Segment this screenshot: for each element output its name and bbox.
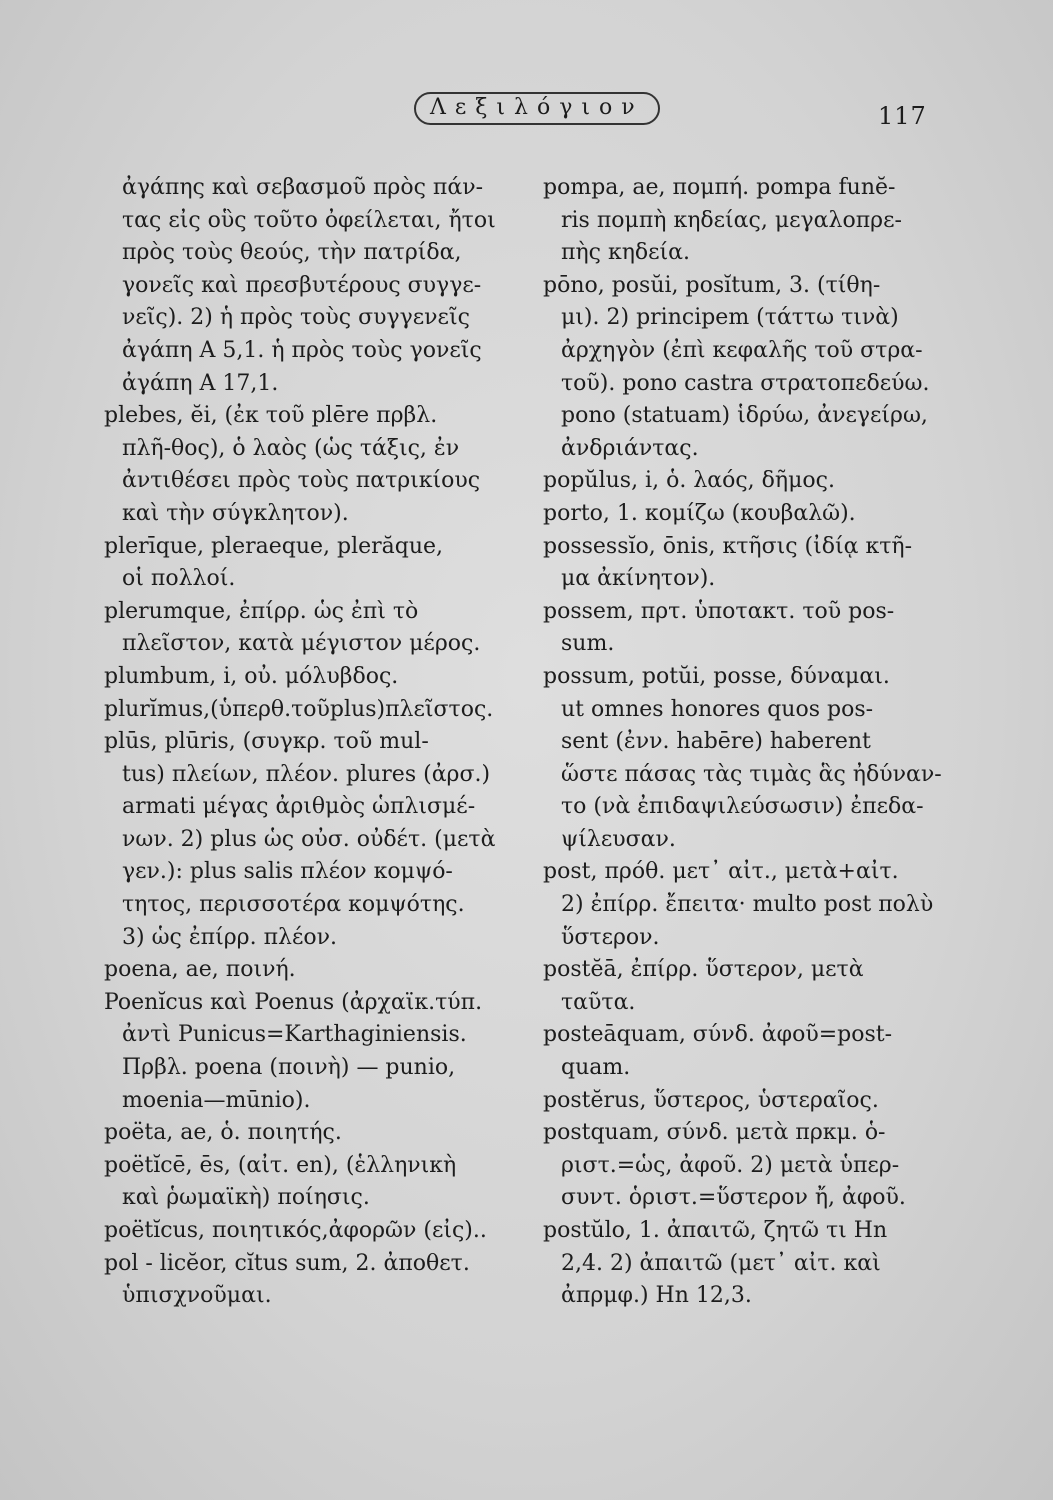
dictionary-line: plerumque, ἐπίρρ. ὡς ἐπὶ τὸ xyxy=(104,598,419,624)
dictionary-line: posteāquam, σύνδ. ἀφοῦ=post- xyxy=(543,1022,893,1048)
dictionary-line: 3) ὡς ἐπίρρ. πλέον. xyxy=(122,924,337,950)
dictionary-line: pompa, ae, πομπή. pompa funĕ- xyxy=(543,175,896,200)
dictionary-line: postĕā, ἐπίρρ. ὕστερον, μετὰ xyxy=(543,957,864,983)
dictionary-line: ἀρχηγὸν (ἐπὶ κεφαλῆς τοῦ στρα- xyxy=(561,337,923,363)
dictionary-line: τας εἰς οὓς τοῦτο ὀφείλεται, ἤτοι xyxy=(122,207,496,233)
dictionary-line: πὴς κηδεία. xyxy=(561,240,691,266)
dictionary-line: ριστ.=ὡς, ἀφοῦ. 2) μετὰ ὑπερ- xyxy=(561,1152,900,1178)
dictionary-line: μα ἀκίνητον). xyxy=(561,566,716,592)
dictionary-line: postquam, σύνδ. μετὰ πρκμ. ὁ- xyxy=(543,1120,886,1146)
dictionary-line: possum, potŭi, posse, δύναμαι. xyxy=(543,663,890,689)
dictionary-line: poëtĭcus, ποιητικός,ἀφορῶν (εἰς).. xyxy=(104,1218,487,1243)
dictionary-line: poëta, ae, ὁ. ποιητής. xyxy=(104,1120,342,1146)
dictionary-line: moenia—mūnio). xyxy=(122,1087,311,1113)
dictionary-line: ἀγάπης καὶ σεβασμοῦ πρὸς πάν- xyxy=(122,175,484,200)
page-header-title: Λεξιλόγιον xyxy=(414,92,660,125)
dictionary-line: ψίλευσαν. xyxy=(561,826,676,852)
dictionary-line: sent (ἐνν. habēre) haberent xyxy=(561,729,871,755)
dictionary-line: poena, ae, ποινή. xyxy=(104,957,296,983)
dictionary-line: porto, 1. κομίζω (κουβαλῶ). xyxy=(543,500,856,526)
dictionary-line: possessĭo, ōnis, κτῆσις (ἰδίᾳ κτῆ- xyxy=(543,533,913,559)
dictionary-line: τητος, περισσοτέρα κομψότης. xyxy=(122,892,465,918)
dictionary-line: ἀντιθέσει πρὸς τοὺς πατρικίους xyxy=(122,468,481,494)
page-number: 117 xyxy=(878,102,927,130)
dictionary-line: οἱ πολλοί. xyxy=(122,566,236,592)
dictionary-line: sum. xyxy=(561,631,615,657)
dictionary-line: πλεῖστον, κατὰ μέγιστον μέρος. xyxy=(122,631,481,657)
dictionary-line: πλῆ-θος), ὁ λαὸς (ὡς τάξις, ἐν xyxy=(122,435,460,461)
dictionary-line: ἀγάπη Α 17,1. xyxy=(122,370,279,396)
dictionary-line: popŭlus, i, ὁ. λαός, δῆμος. xyxy=(543,468,835,494)
dictionary-line: ἀγάπη Α 5,1. ἡ πρὸς τοὺς γονεῖς xyxy=(122,337,482,363)
dictionary-line: plūs, plūris, (συγκρ. τοῦ mul- xyxy=(104,729,429,755)
dictionary-line: post, πρόθ. μετ᾽ αἰτ., μετὰ+αἰτ. xyxy=(543,859,899,885)
dictionary-line: postĕrus, ὕστερος, ὑστεραῖος. xyxy=(543,1087,879,1113)
left-column xyxy=(104,172,524,1313)
dictionary-line: ἀντὶ Punicus=Karthaginiensis. xyxy=(122,1022,467,1048)
dictionary-line: μι). 2) principem (τάττω τινὰ) xyxy=(561,305,899,331)
right-column xyxy=(543,172,963,1313)
dictionary-line: 2) ἐπίρρ. ἔπειτα· multo post πολὺ xyxy=(561,892,934,918)
dictionary-line: tus) πλείων, πλέον. plures (ἀρσ.) xyxy=(122,761,491,787)
dictionary-line: το (νὰ ἐπιδαψιλεύσωσιν) ἐπεδα- xyxy=(561,794,924,820)
dictionary-line: ὥστε πάσας τὰς τιμὰς ἃς ἠδύναν- xyxy=(561,761,942,787)
dictionary-line: pōno, posŭi, posĭtum, 3. (τίθη- xyxy=(543,272,881,298)
dictionary-line: καὶ ῥωμαϊκὴ) ποίησις. xyxy=(122,1185,370,1211)
dictionary-line: ταῦτα. xyxy=(561,989,636,1015)
dictionary-line: πρὸς τοὺς θεούς, τὴν πατρίδα, xyxy=(122,240,462,266)
dictionary-line: Poenĭcus καὶ Poenus (ἀρχαϊκ.τύπ. xyxy=(104,989,483,1015)
dictionary-line: quam. xyxy=(561,1055,631,1081)
dictionary-line: συντ. ὁριστ.=ὕστερον ἤ, ἀφοῦ. xyxy=(561,1185,906,1211)
dictionary-line: 2,4. 2) ἀπαιτῶ (μετ᾽ αἰτ. καὶ xyxy=(561,1250,881,1276)
dictionary-line: pol - licĕor, cĭtus sum, 2. ἀποθετ. xyxy=(104,1250,470,1276)
dictionary-line: ut omnes honores quos pos- xyxy=(561,696,874,722)
dictionary-line: pono (statuam) ἱδρύω, ἀνεγείρω, xyxy=(561,403,928,429)
dictionary-line: plerīque, pleraeque, plerăque, xyxy=(104,533,444,559)
dictionary-line: νων. 2) plus ὡς οὐσ. οὐδέτ. (μετὰ xyxy=(122,826,496,852)
dictionary-line: ἀπρμφ.) Hn 12,3. xyxy=(561,1283,752,1309)
dictionary-line: armati μέγας ἀριθμὸς ὡπλισμέ- xyxy=(122,794,476,820)
dictionary-line: γονεῖς καὶ πρεσβυτέρους συγγε- xyxy=(122,272,482,298)
dictionary-line: νεῖς). 2) ἡ πρὸς τοὺς συγγενεῖς xyxy=(122,305,470,331)
dictionary-line: ἀνδριάντας. xyxy=(561,435,699,461)
dictionary-line: plumbum, i, οὐ. μόλυβδος. xyxy=(104,663,399,689)
dictionary-line: poëtĭcē, ēs, (αἰτ. en), (ἑλληνικὴ xyxy=(104,1152,457,1178)
dictionary-line: καὶ τὴν σύγκλητον). xyxy=(122,500,349,526)
dictionary-line: γεν.): plus salis πλέον κομψό- xyxy=(122,859,453,885)
dictionary-line: ὑπισχνοῦμαι. xyxy=(122,1283,272,1309)
dictionary-line: possem, πρτ. ὑποτακτ. τοῦ pos- xyxy=(543,598,895,624)
dictionary-line: postŭlo, 1. ἀπαιτῶ, ζητῶ τι Hn xyxy=(543,1218,888,1243)
dictionary-line: τοῦ). pono castra στρατοπεδεύω. xyxy=(561,370,930,396)
dictionary-line: ris πομπὴ κηδείας, μεγαλοπρε- xyxy=(561,207,902,233)
dictionary-line: Πρβλ. poena (ποινὴ) — punio, xyxy=(122,1055,456,1081)
dictionary-line: ὕστερον. xyxy=(561,924,660,950)
dictionary-line: plebes, ĕi, (ἐκ τοῦ plēre πρβλ. xyxy=(104,403,438,429)
dictionary-line: plurĭmus,(ὑπερθ.τοῦplus)πλεῖστος. xyxy=(104,696,494,722)
